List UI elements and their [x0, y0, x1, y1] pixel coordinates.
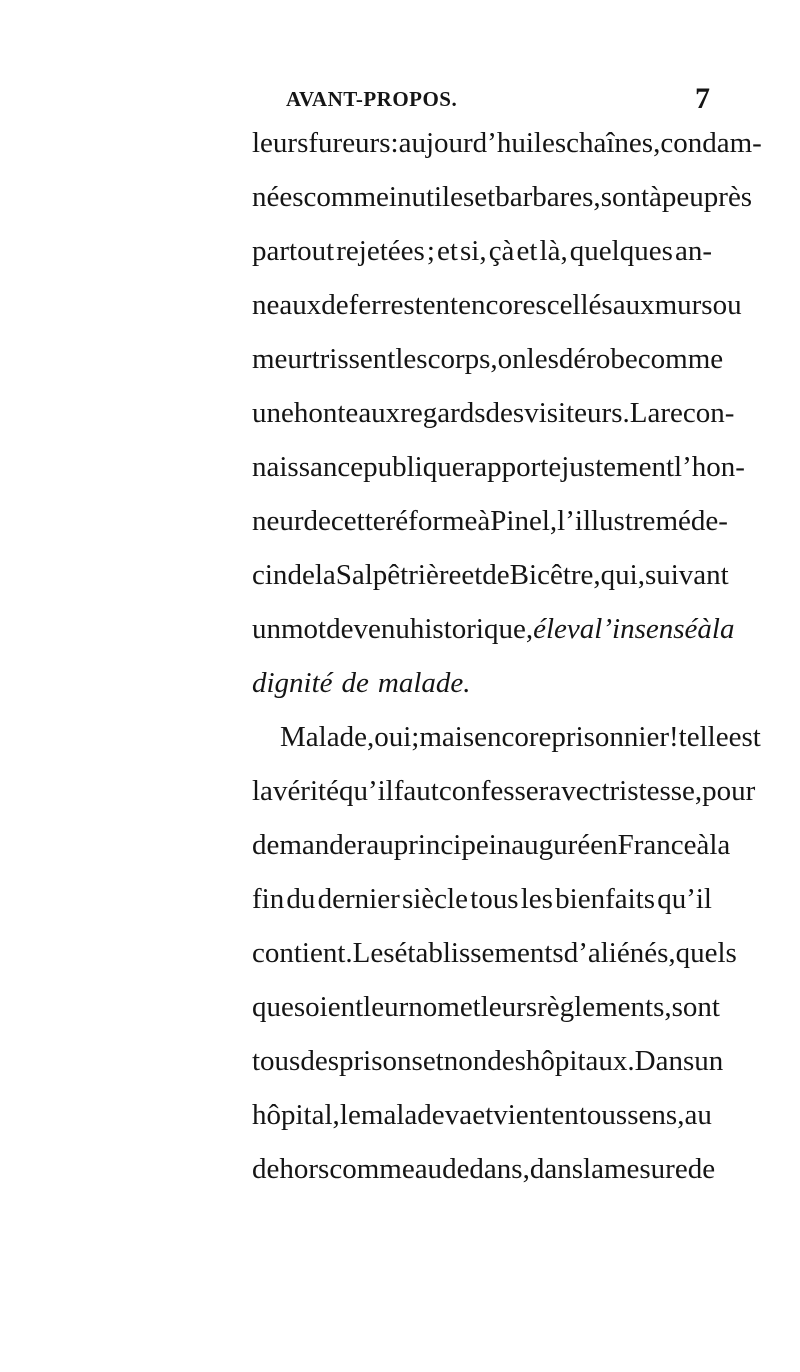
word: :: [390, 127, 399, 159]
word: à: [696, 829, 710, 861]
word: d’aliénés: [563, 937, 669, 969]
word: comme: [329, 1153, 415, 1185]
word: des: [485, 397, 525, 429]
word: publique: [363, 451, 465, 483]
word: non: [443, 1045, 488, 1077]
word: aux: [612, 289, 655, 321]
word: dehors: [252, 1153, 330, 1185]
word: et: [474, 181, 496, 213]
word: dérobe: [558, 343, 638, 375]
word: bienfaits: [555, 883, 655, 915]
word: les: [526, 343, 559, 375]
word: fureurs: [308, 127, 391, 159]
word: à: [697, 613, 712, 645]
word: fer: [348, 289, 381, 321]
word: neaux: [252, 289, 322, 321]
word: prisons: [339, 1045, 423, 1077]
word: oui: [374, 721, 412, 753]
word: mais: [419, 721, 475, 753]
word: confesser: [438, 775, 549, 807]
page-number: 7: [695, 82, 710, 115]
word: ou: [712, 289, 742, 321]
text-line: [252, 926, 737, 980]
word: à: [477, 505, 491, 537]
word: de: [687, 1153, 716, 1185]
word: comme: [303, 181, 389, 213]
word: devenu: [326, 613, 410, 645]
word: malade.: [377, 667, 471, 699]
word: dedans,: [442, 1153, 530, 1185]
word: on: [497, 343, 527, 375]
text-line: [252, 1088, 712, 1142]
word: aujourd’hui: [398, 127, 534, 159]
word: Salpêtrière: [335, 559, 462, 591]
word: honte: [293, 397, 359, 429]
word: si,: [460, 235, 487, 267]
word: de: [303, 505, 331, 537]
word: Malade,: [280, 721, 375, 753]
word: comme: [637, 343, 724, 375]
word: an-: [674, 235, 712, 267]
text-line: [252, 440, 745, 494]
word: inauguré: [488, 829, 591, 861]
word: hôpitaux.: [525, 1045, 635, 1077]
word: des: [300, 1045, 340, 1077]
word: l’insensé: [594, 613, 698, 645]
word: près: [703, 181, 753, 213]
word: règlements,: [537, 991, 672, 1023]
word: leur: [363, 991, 409, 1023]
word: quels: [675, 937, 737, 969]
word: et: [461, 559, 483, 591]
text-line: [252, 656, 712, 710]
text-line: [252, 278, 742, 332]
text-line: [252, 872, 712, 926]
word: tous: [578, 1099, 628, 1131]
text-line: [252, 980, 720, 1034]
word: dernier: [317, 883, 400, 915]
word: rapporte: [464, 451, 562, 483]
word: la: [709, 829, 731, 861]
word: de: [287, 559, 315, 591]
text-line: [252, 116, 762, 170]
word: et: [437, 235, 458, 267]
word: demander: [252, 829, 367, 861]
word: ,: [668, 937, 676, 969]
running-head: [286, 84, 710, 114]
running-title: AVANT-PROPOS.: [286, 87, 458, 111]
word: du: [286, 883, 316, 915]
word: malade: [360, 1099, 445, 1131]
word: les: [395, 343, 428, 375]
word: un: [694, 1045, 724, 1077]
word: un: [252, 613, 281, 645]
word: mot: [281, 613, 327, 645]
word: ;: [411, 721, 420, 753]
word: une: [252, 397, 294, 429]
word: pour: [702, 775, 756, 807]
text-line: [252, 386, 735, 440]
word: recon-: [660, 397, 735, 429]
word: dignité: [252, 667, 333, 699]
word: vient: [493, 1099, 552, 1131]
word: les: [520, 883, 553, 915]
word: Dans: [634, 1045, 695, 1077]
word: au: [366, 829, 394, 861]
word: ;: [426, 235, 435, 267]
word: murs: [654, 289, 713, 321]
word: établissements: [394, 937, 564, 969]
word: rejetées: [336, 235, 425, 267]
word: éleva: [533, 613, 595, 645]
word: et: [422, 1045, 444, 1077]
word: France: [617, 829, 697, 861]
word: prisonnier: [551, 721, 669, 753]
word: encore: [458, 289, 536, 321]
word: et: [459, 991, 481, 1023]
word: peu: [661, 181, 704, 213]
word: de: [482, 559, 510, 591]
word: leurs: [252, 127, 309, 159]
word: telle: [678, 721, 729, 753]
word: avec: [548, 775, 602, 807]
word: Pinel,: [490, 505, 558, 537]
word: nées: [252, 181, 304, 213]
word: qu’il: [657, 883, 712, 915]
text-line: [252, 332, 724, 386]
word: justement: [561, 451, 675, 483]
text-line: [252, 1034, 724, 1088]
word: là,: [539, 235, 568, 267]
word: chaînes,: [566, 127, 661, 159]
word: meurtrissent: [252, 343, 396, 375]
word: mesure: [603, 1153, 688, 1185]
word: les: [533, 127, 567, 159]
word: en: [590, 829, 618, 861]
word: Les: [352, 937, 395, 969]
word: l’illustre: [557, 505, 656, 537]
word: au: [414, 1153, 443, 1185]
word: restent: [380, 289, 459, 321]
word: Bicêtre,: [509, 559, 601, 591]
word: corps,: [427, 343, 498, 375]
word: aux: [358, 397, 401, 429]
word: cette: [330, 505, 386, 537]
word: contient.: [252, 937, 353, 969]
text-line: [252, 1142, 716, 1196]
word: le: [339, 1099, 361, 1131]
text-line: [252, 494, 728, 548]
word: qu’il: [338, 775, 394, 807]
word: méde-: [655, 505, 728, 537]
word: de: [321, 289, 349, 321]
word: réforme: [385, 505, 478, 537]
word: neur: [252, 505, 304, 537]
word: faut: [393, 775, 439, 807]
word: regards: [400, 397, 486, 429]
word: quelques: [569, 235, 673, 267]
word: inutiles: [388, 181, 475, 213]
word: naissance: [252, 451, 364, 483]
word: tristesse,: [601, 775, 703, 807]
word: sont: [600, 181, 650, 213]
word: vérité: [272, 775, 339, 807]
word: visiteurs.: [524, 397, 630, 429]
word: la: [711, 613, 735, 645]
text-line: [252, 224, 712, 278]
word: cin: [252, 559, 288, 591]
word: hôpital,: [252, 1099, 340, 1131]
word: çà: [488, 235, 515, 267]
word: siècle: [401, 883, 468, 915]
word: fin: [252, 883, 285, 915]
text-line: [252, 710, 761, 764]
word: au: [684, 1099, 712, 1131]
word: !: [669, 721, 679, 753]
text-line: [252, 764, 756, 818]
word: sont: [671, 991, 720, 1023]
word: tous: [470, 883, 519, 915]
word: partout: [252, 235, 335, 267]
text-line: [252, 818, 731, 872]
word: scellés: [535, 289, 613, 321]
text-line: [252, 602, 735, 656]
body-text: [252, 116, 762, 1196]
text-line: [252, 170, 753, 224]
word: est: [728, 721, 761, 753]
word: à: [649, 181, 662, 213]
word: qui,: [600, 559, 645, 591]
word: suivant: [644, 559, 729, 591]
text-line: [252, 548, 729, 602]
word: principe: [393, 829, 489, 861]
word: la: [314, 559, 336, 591]
word: soient: [293, 991, 364, 1023]
word: condam-: [660, 127, 762, 159]
word: que: [252, 991, 294, 1023]
word: la: [252, 775, 273, 807]
word: l’hon-: [674, 451, 745, 483]
word: barbares,: [495, 181, 601, 213]
word: sens,: [627, 1099, 685, 1131]
word: et: [472, 1099, 494, 1131]
word: et: [516, 235, 538, 267]
word: encore: [474, 721, 552, 753]
word: dans: [529, 1153, 584, 1185]
word: historique,: [409, 613, 534, 645]
word: de: [341, 667, 369, 699]
word: en: [551, 1099, 579, 1131]
word: leurs: [480, 991, 538, 1023]
word: nom: [408, 991, 460, 1023]
word: des: [487, 1045, 526, 1077]
word: va: [444, 1099, 473, 1131]
word: La: [629, 397, 661, 429]
word: tous: [252, 1045, 301, 1077]
word: la: [583, 1153, 604, 1185]
